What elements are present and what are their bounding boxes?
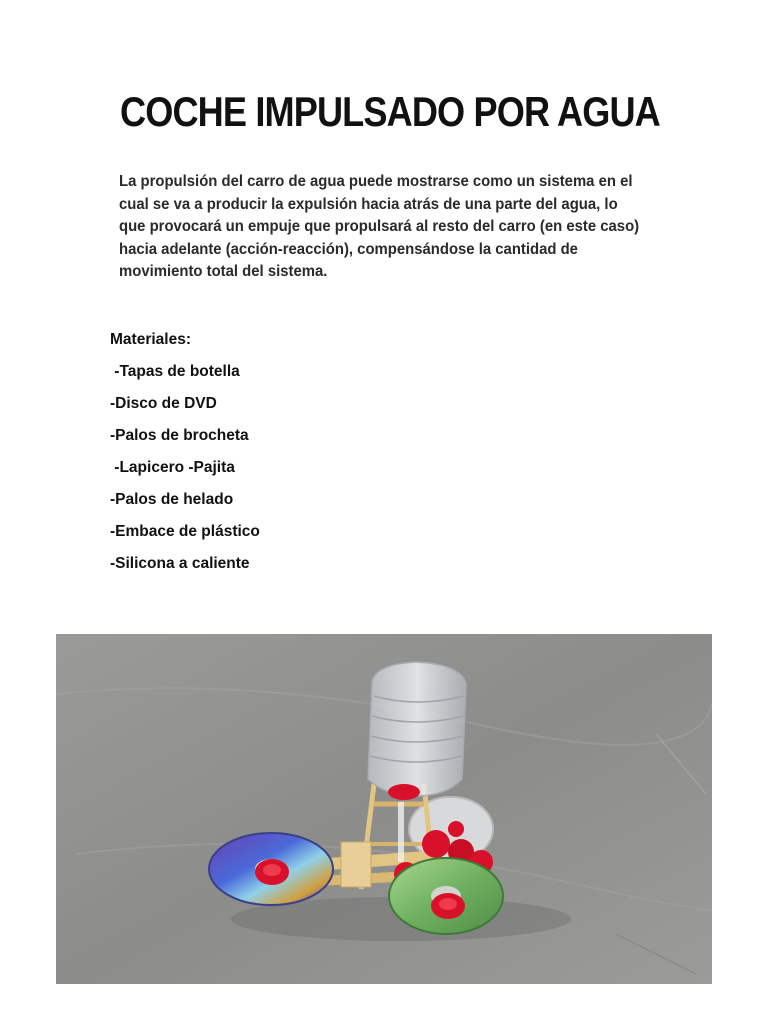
list-item: -Embace de plástico <box>110 523 260 540</box>
materials-list <box>110 360 260 584</box>
list-item: -Palos de helado <box>110 491 234 508</box>
list-item: -Lapicero -Pajita <box>110 459 235 476</box>
list-item: -Silicona a caliente <box>110 555 250 572</box>
list-item: -Tapas de botella <box>110 363 240 380</box>
list-item: -Palos de brocheta <box>110 427 249 444</box>
materials-section <box>110 328 260 584</box>
intro-paragraph: La propulsión del carro de agua puede mostrarse como un sistema en el cual se va a producir la expulsión hacia atrás de una parte del agua, lo que provocará un empuje que propulsará al resto del carro (en este caso) hacia adelante (acción-reacción), compensándose la cantidad de movimiento total del sistema. <box>119 173 640 280</box>
list-item: -Disco de DVD <box>110 395 217 412</box>
page-title: COCHE IMPULSADO POR AGUA <box>120 88 660 135</box>
materials-heading: Materiales: <box>110 331 191 348</box>
plastic-bottle <box>368 662 466 796</box>
car-photo <box>56 634 712 984</box>
